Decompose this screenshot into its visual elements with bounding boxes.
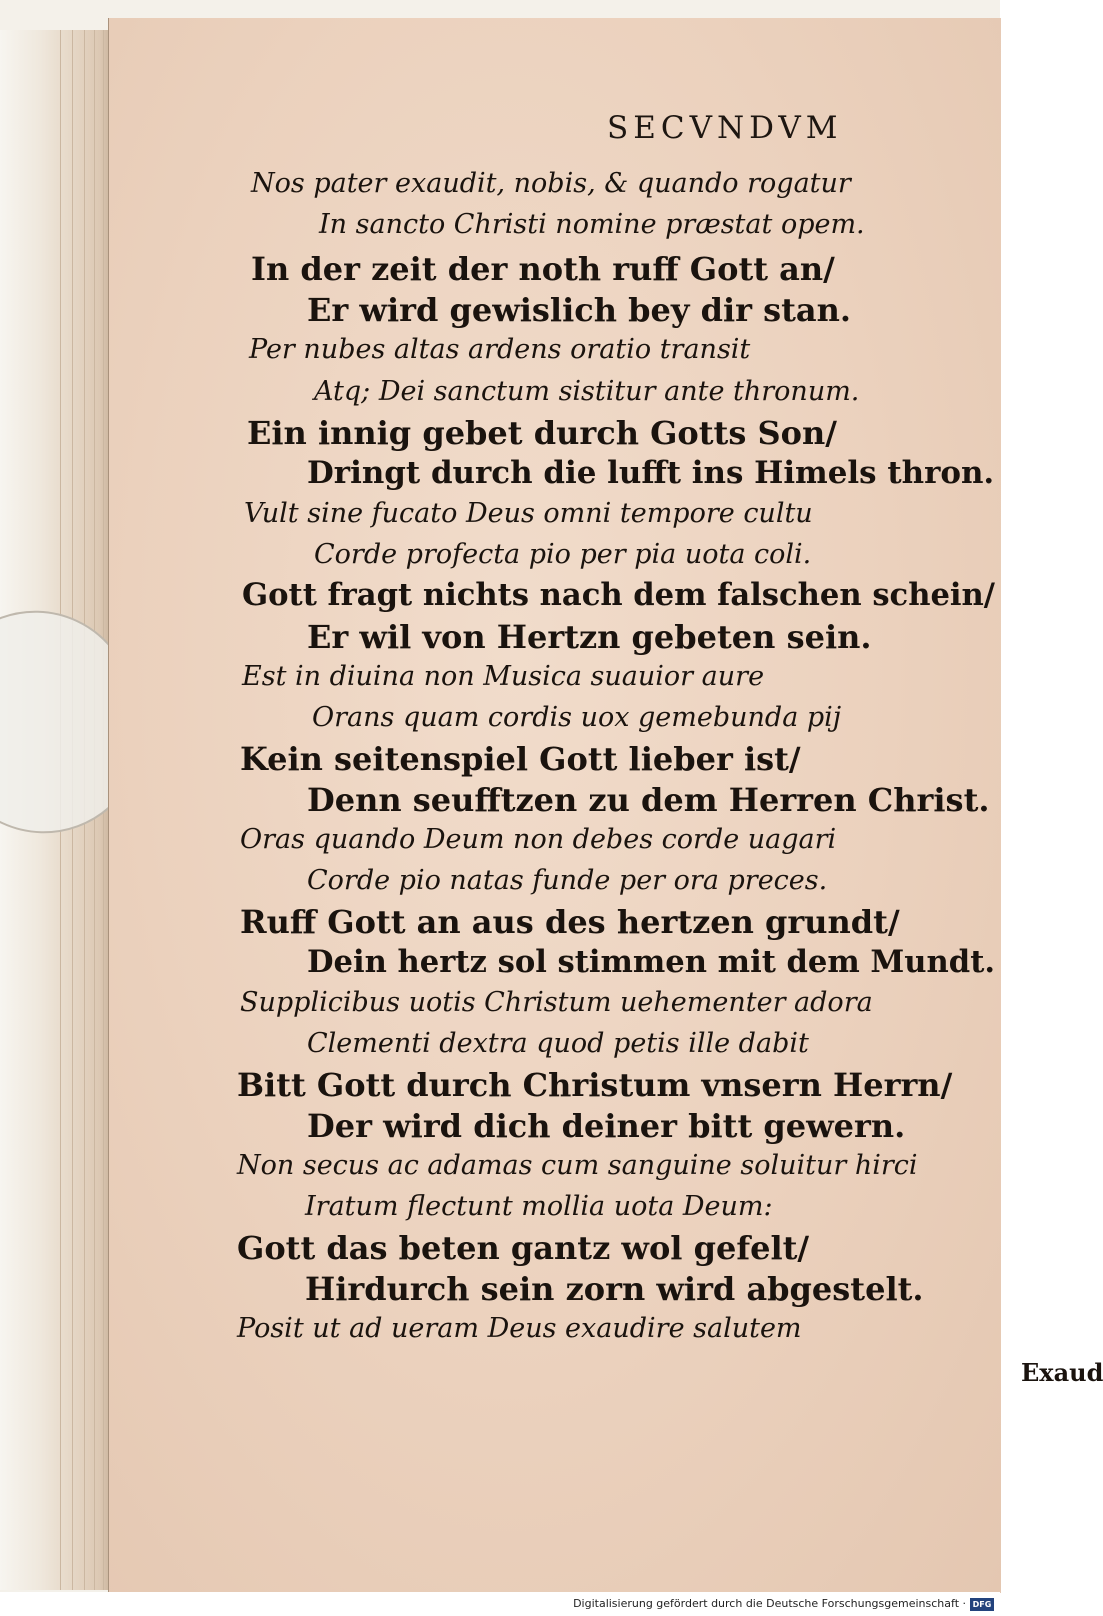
verse-line: Gott fragt nichts nach dem falschen schein/ [242,577,995,613]
verse-line: Non secus ac adamas cum sanguine soluitur hirci [237,1150,918,1181]
verse-line: Dein hertz sol stimmen mit dem Mundt. [307,944,996,980]
verse-line: Nos pater exaudit, nobis, & quando rogatur [251,168,851,199]
verse-line: Posit ut ad ueram Deus exaudire salutem [237,1313,802,1344]
verse-line: In der zeit der noth ruff Gott an/ [251,250,835,288]
footer-band [0,1592,1000,1616]
verse-line: Clementi dextra quod petis ille dabit [307,1028,809,1059]
verse-line: Der wird dich deiner bitt gewern. [307,1107,906,1145]
verse-line: Dringt durch die lufft ins Himels thron. [307,455,995,491]
verse-line: Kein seitenspiel Gott lieber ist/ [240,740,801,778]
verse-line: Oras quando Deum non debes corde uagari [240,824,837,855]
verse-line: Denn seufftzen zu dem Herren Christ. [307,781,990,819]
book-page [108,18,1103,1593]
verse-line: Gott das beten gantz wol gefelt/ [237,1229,810,1267]
verse-line: Orans quam cordis uox gemebunda pij [312,702,842,733]
verse-line: Ein innig gebet durch Gotts Son/ [247,414,837,452]
verse-line: Vult sine fucato Deus omni tempore cultu [244,498,813,529]
verse-line: Er wird gewislich bey dir stan. [307,291,852,329]
verse-line: Er wil von Hertzn gebeten sein. [307,618,872,656]
catchword: Exaud [1021,1358,1103,1387]
verse-line: Corde profecta pio per pia uota coli. [314,539,812,570]
digitization-credit: Digitalisierung gefördert durch die Deutsche Forschungsgemeinschaft · [573,1597,966,1610]
verse-line: Iratum flectunt mollia uota Deum: [305,1191,773,1222]
verse-line: Hirdurch sein zorn wird abgestelt. [305,1270,924,1308]
verse-line: Ruff Gott an aus des hertzen grundt/ [240,903,900,941]
verse-line: Bitt Gott durch Christum vnsern Herrn/ [237,1066,953,1104]
verse-line: In sancto Christi nomine præstat opem. [319,209,865,240]
verse-line: Corde pio natas funde per ora preces. [307,865,828,896]
dfg-logo-icon: DFG [970,1598,994,1611]
running-header: SECVNDVM [607,110,843,146]
verse-line: Per nubes altas ardens oratio transit [249,334,751,365]
verse-line: Atq; Dei sanctum sistitur ante thronum. [314,376,860,407]
verse-line: Supplicibus uotis Christum uehementer adora [240,987,873,1018]
verse-line: Est in diuina non Musica suauior aure [242,661,765,692]
